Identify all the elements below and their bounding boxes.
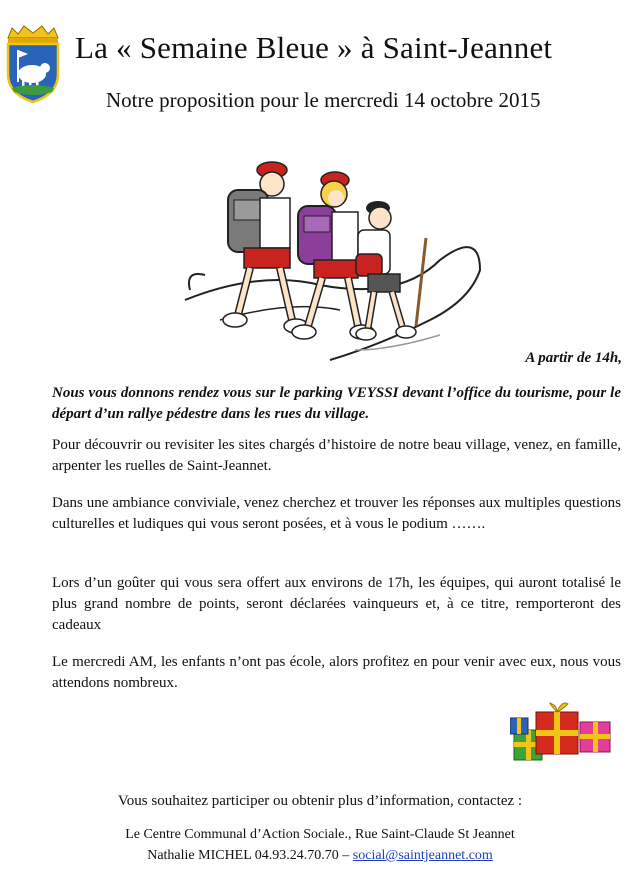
invitation-paragraph: Le mercredi AM, les enfants n’ont pas école, alors profitez en pour venir avec eux, nous vous attendons nombreux.: [52, 654, 621, 691]
contact-address: Le Centre Communal d’Action Sociale., Rue Saint-Claude St Jeannet: [125, 827, 515, 842]
discover-paragraph: Pour découvrir ou revisiter les sites chargés d’histoire de notre beau village, venez, en famille, arpenter les ruelles de Saint-Jeannet.: [52, 437, 621, 474]
hikers-illustration: [180, 150, 500, 365]
coat-of-arms-icon: [2, 24, 64, 104]
contact-lead: Vous souhaitez participer ou obtenir plus d’information, contactez :: [117, 793, 523, 809]
contact-person: [0, 848, 640, 864]
contact-name-phone: Nathalie MICHEL 04.93.24.70.70 –: [147, 848, 353, 863]
start-time: A partir de 14h,: [525, 350, 622, 366]
email-link[interactable]: social@saintjeannet.com: [352, 848, 493, 863]
page-title: La « Semaine Bleue » à Saint-Jeannet: [75, 30, 553, 65]
snack-paragraph: Lors d’un goûter qui vous sera offert aux environs de 17h, les équipes, qui auront totalisé le plus grand nombre de points, seront déclarées vainqueurs et, à ce titre, remporteront des cadeaux: [52, 575, 621, 633]
meeting-paragraph: Nous vous donnons rendez vous sur le parking VEYSSI devant l’office du tourisme, pour le départ d’un rallye pédestre dans les rues du village.: [52, 385, 621, 422]
gift-boxes-icon: [510, 700, 615, 768]
ambiance-paragraph: Dans une ambiance conviviale, venez cherchez et trouver les réponses aux multiples questions culturelles et ludiques qui vous seront posées, et à vous le podium …….: [52, 495, 621, 532]
page-subtitle: Notre proposition pour le mercredi 14 octobre 2015: [106, 88, 541, 112]
